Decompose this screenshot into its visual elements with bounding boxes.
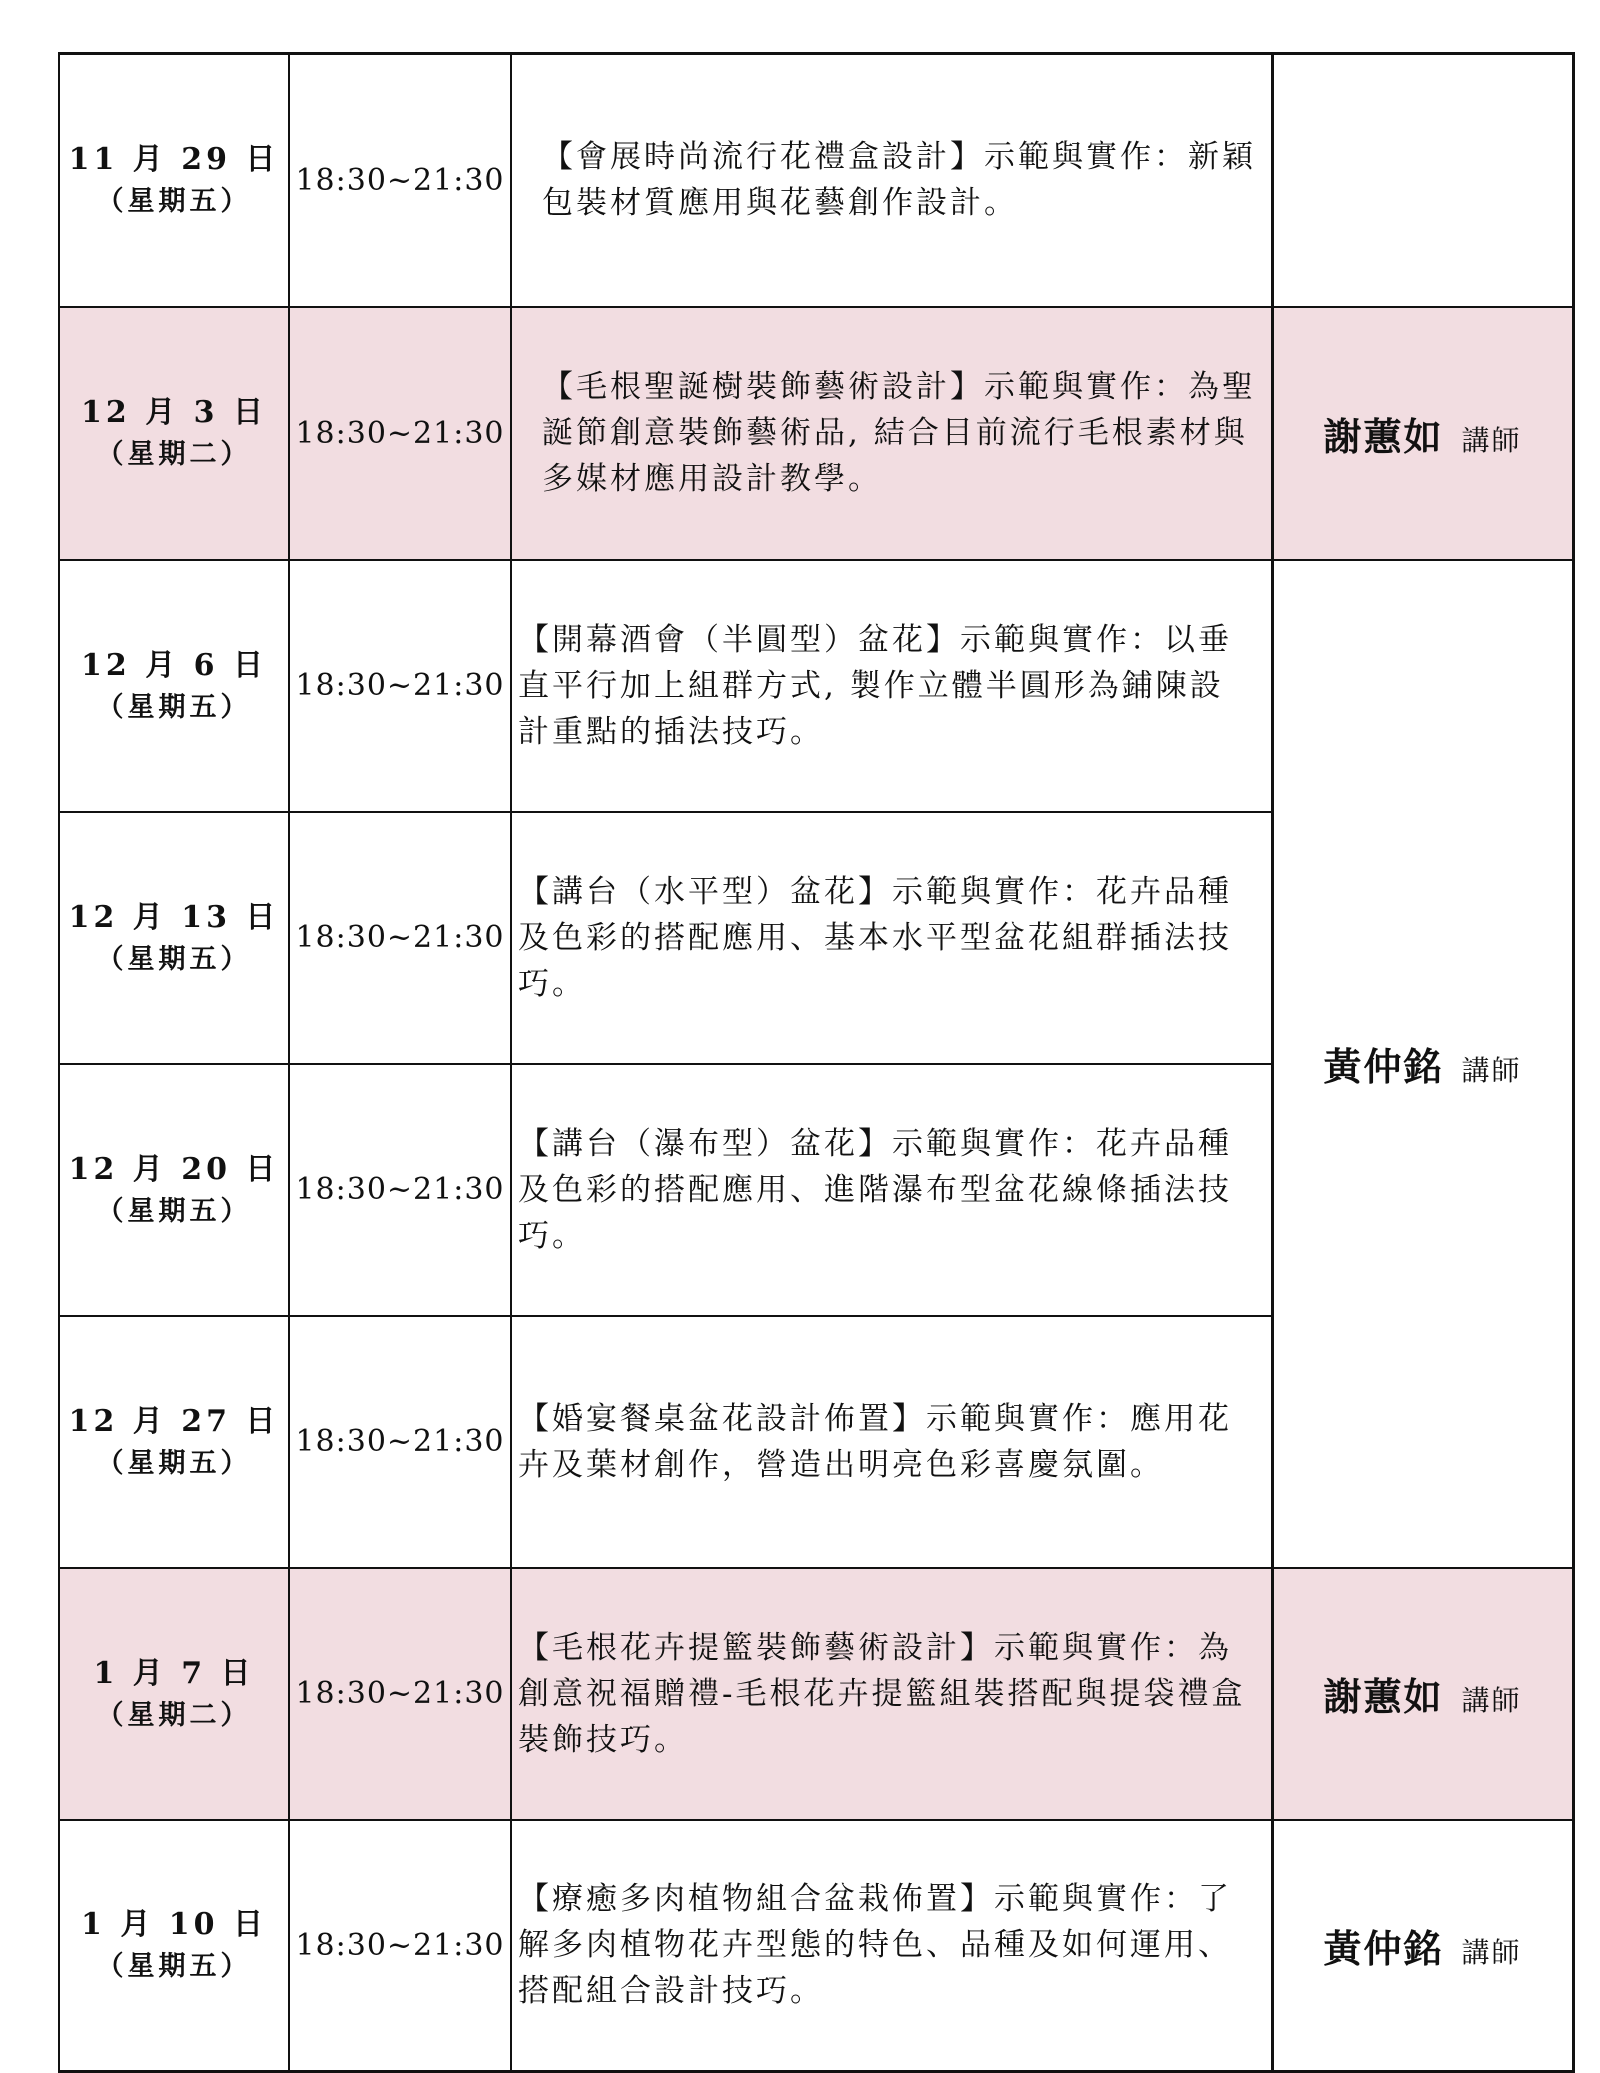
date-cell: [59, 560, 289, 812]
session-date: 12 月 27 日: [68, 1403, 280, 1439]
date-cell: [59, 307, 289, 560]
session-weekday: （星期五）: [96, 1951, 252, 1983]
session-date: 1 月 7 日: [93, 1655, 255, 1691]
session-weekday: （星期五）: [96, 186, 252, 218]
session-time: 18:30~21:30: [289, 1316, 511, 1568]
teacher-title: 講師: [1461, 1935, 1522, 1969]
session-weekday: （星期二）: [96, 439, 252, 470]
session-date: 12 月 3 日: [81, 395, 267, 430]
session-weekday: （星期五）: [96, 1195, 252, 1227]
content-cell: [511, 812, 1272, 1064]
teacher-name: 謝蕙如: [1323, 1675, 1444, 1719]
content-cell: [511, 1316, 1272, 1568]
table-row: [59, 560, 1573, 812]
session-time: 18:30~21:30: [289, 307, 511, 560]
session-content: 【講台（水平型）盆花】示範與實作：花卉品種及色彩的搭配應用、基本水平型盆花組群插法技巧。: [518, 873, 1232, 1002]
session-time: 18:30~21:30: [289, 560, 511, 812]
session-date: 12 月 20 日: [68, 1151, 280, 1187]
table-row: [59, 1568, 1573, 1820]
session-date: 1 月 10 日: [81, 1907, 267, 1943]
session-content: 【毛根花卉提籃裝飾藝術設計】示範與實作：為創意祝福贈禮-毛根花卉提籃組裝搭配與提袋禮盒裝飾技巧。: [518, 1629, 1246, 1758]
date-cell: [59, 1316, 289, 1568]
session-weekday: （星期五）: [96, 691, 252, 723]
date-cell: [59, 812, 289, 1064]
content-cell: [511, 1064, 1272, 1316]
teacher-title: 講師: [1461, 1054, 1522, 1087]
session-content: 【婚宴餐桌盆花設計佈置】示範與實作：應用花卉及葉材創作，營造出明亮色彩喜慶氛圍。: [518, 1400, 1232, 1483]
table-row: [59, 1820, 1573, 2072]
course-schedule-table: [58, 52, 1575, 2073]
teacher-cell: [1272, 1568, 1573, 1820]
session-date: 12 月 6 日: [81, 647, 267, 683]
session-content: 【毛根聖誕樹裝飾藝術設計】示範與實作：為聖誕節創意裝飾藝術品, 結合目前流行毛根素材與多媒材應用設計教學。: [542, 369, 1256, 497]
session-content: 【會展時尚流行花禮盒設計】示範與實作：新穎包裝材質應用與花藝創作設計。: [542, 139, 1256, 222]
session-time: 18:30~21:30: [289, 54, 511, 307]
date-cell: [59, 54, 289, 307]
session-weekday: （星期五）: [96, 1447, 252, 1479]
teacher-cell: [1272, 560, 1573, 1568]
teacher-name: 黃仲銘: [1323, 1045, 1444, 1089]
session-time: 18:30~21:30: [289, 1064, 511, 1316]
date-cell: [59, 1064, 289, 1316]
teacher-name: 黃仲銘: [1323, 1926, 1444, 1971]
session-weekday: （星期二）: [96, 1699, 252, 1731]
teacher-title: 講師: [1461, 1684, 1522, 1717]
session-content: 【開幕酒會（半圓型）盆花】示範與實作：以垂直平行加上組群方式, 製作立體半圓形為鋪陳設計重點的插法技巧。: [518, 621, 1232, 750]
date-cell: [59, 1568, 289, 1820]
session-time: 18:30~21:30: [289, 812, 511, 1064]
session-time: 18:30~21:30: [289, 1568, 511, 1820]
session-time: 18:30~21:30: [289, 1820, 511, 2072]
session-content: 【講台（瀑布型）盆花】示範與實作：花卉品種及色彩的搭配應用、進階瀑布型盆花線條插法技巧。: [518, 1125, 1232, 1254]
teacher-cell-empty: [1272, 54, 1573, 307]
content-cell: [511, 560, 1272, 812]
session-date: 11 月 29 日: [68, 142, 280, 178]
table-row: [59, 54, 1573, 307]
teacher-name: 謝蕙如: [1323, 414, 1444, 459]
content-cell: [511, 54, 1272, 307]
content-cell: [511, 1820, 1272, 2072]
date-cell: [59, 1820, 289, 2072]
teacher-cell: [1272, 1820, 1573, 2072]
content-cell: [511, 1568, 1272, 1820]
session-date: 12 月 13 日: [68, 899, 280, 935]
table-row: [59, 307, 1573, 560]
session-weekday: （星期五）: [96, 943, 252, 975]
teacher-title: 講師: [1461, 423, 1522, 457]
content-cell: [511, 307, 1272, 560]
session-content: 【療癒多肉植物組合盆栽佈置】示範與實作：了解多肉植物花卉型態的特色、品種及如何運用、搭配組合設計技巧。: [518, 1881, 1232, 2010]
teacher-cell: [1272, 307, 1573, 560]
